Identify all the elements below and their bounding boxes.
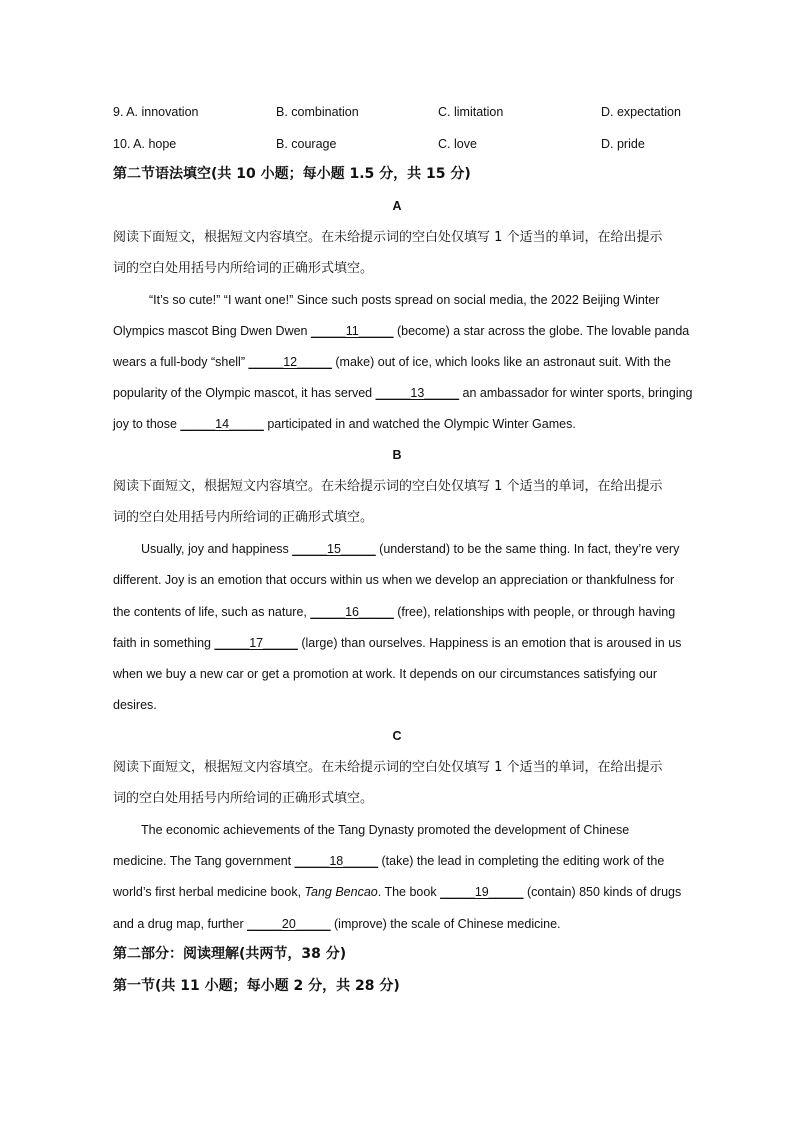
- blank-15[interactable]: _____15_____: [292, 542, 376, 556]
- option-10-c: C. love: [438, 137, 477, 151]
- blank-20[interactable]: _____20_____: [247, 917, 331, 931]
- passage-c-line-3: world’s first herbal medicine book, Tang Bencao. The book _____19_____ (contain) 850 kinds of drugs: [113, 885, 682, 899]
- option-9-a: 9. A. innovation: [113, 105, 199, 119]
- blank-16[interactable]: _____16_____: [310, 605, 394, 619]
- blank-17[interactable]: _____17_____: [214, 636, 298, 650]
- option-9-b: B. combination: [276, 105, 359, 119]
- part2-section1-title: 第一节(共 11 小题；每小题 2 分，共 28 分): [113, 978, 400, 994]
- passage-a-line-1: “It’s so cute!” “I want one!” Since such posts spread on social media, the 2022 Beijing Winter: [149, 293, 660, 307]
- passage-b-line-3: the contents of life, such as nature, _____16_____ (free), relationships with people, or through having: [113, 605, 676, 619]
- passage-a-line-2: Olympics mascot Bing Dwen Dwen _____11_____ (become) a star across the globe. The lovable panda: [113, 324, 690, 338]
- passage-a-line-4: popularity of the Olympic mascot, it has served _____13_____ an ambassador for winter sports, bringing: [113, 386, 693, 400]
- option-10-a: 10. A. hope: [113, 137, 177, 151]
- passage-label-c: C: [392, 729, 402, 743]
- passage-b-line-1: Usually, joy and happiness _____15_____ (understand) to be the same thing. In fact, they’re very: [141, 542, 680, 556]
- instruction-b-line-1: 阅读下面短文，根据短文内容填空。在未给提示词的空白处仅填写 1 个适当的单词，在给出提示: [113, 479, 663, 494]
- option-9-d: D. expectation: [601, 105, 681, 119]
- instruction-a-line-2: 词的空白处用括号内所给词的正确形式填空。: [113, 261, 374, 276]
- passage-b-line-4: faith in something _____17_____ (large) than ourselves. Happiness is an emotion that is aroused in us: [113, 636, 682, 650]
- passage-b-line-6: desires.: [113, 698, 157, 712]
- blank-19[interactable]: _____19_____: [440, 885, 524, 899]
- section-title-grammar: 第二节语法填空(共 10 小题；每小题 1.5 分，共 15 分): [113, 166, 471, 182]
- option-10-b: B. courage: [276, 137, 337, 151]
- book-title: Tang Bencao: [304, 885, 378, 899]
- part2-title: 第二部分：阅读理解(共两节，38 分): [113, 946, 347, 962]
- passage-a-line-5: joy to those _____14_____ participated in and watched the Olympic Winter Games.: [113, 417, 576, 431]
- option-10-d: D. pride: [601, 137, 645, 151]
- instruction-c-line-2: 词的空白处用括号内所给词的正确形式填空。: [113, 791, 374, 806]
- passage-c-line-4: and a drug map, further _____20_____ (improve) the scale of Chinese medicine.: [113, 917, 561, 931]
- blank-14[interactable]: _____14_____: [180, 417, 264, 431]
- passage-label-b: B: [392, 448, 402, 462]
- blank-12[interactable]: _____12_____: [248, 355, 332, 369]
- blank-18[interactable]: _____18_____: [294, 854, 379, 868]
- blank-11[interactable]: _____11_____: [310, 324, 394, 338]
- instruction-b-line-2: 词的空白处用括号内所给词的正确形式填空。: [113, 510, 374, 525]
- instruction-c-line-1: 阅读下面短文，根据短文内容填空。在未给提示词的空白处仅填写 1 个适当的单词，在给出提示: [113, 760, 663, 775]
- instruction-a-line-1: 阅读下面短文，根据短文内容填空。在未给提示词的空白处仅填写 1 个适当的单词，在给出提示: [113, 230, 663, 245]
- passage-b-line-2: different. Joy is an emotion that occurs within us when we develop an appreciation or thankfulness for: [113, 573, 675, 587]
- blank-13[interactable]: _____13_____: [375, 386, 460, 400]
- option-9-c: C. limitation: [438, 105, 504, 119]
- passage-c-line-2: medicine. The Tang government _____18_____ (take) the lead in completing the editing work of the: [113, 854, 665, 868]
- passage-c-line-1: The economic achievements of the Tang Dynasty promoted the development of Chinese: [141, 823, 630, 837]
- passage-label-a: A: [392, 199, 402, 213]
- passage-b-line-5: when we buy a new car or get a promotion at work. It depends on our circumstances satisfying our: [113, 667, 658, 681]
- passage-a-line-3: wears a full-body “shell” _____12_____ (make) out of ice, which looks like an astronaut suit. With the: [113, 355, 671, 369]
